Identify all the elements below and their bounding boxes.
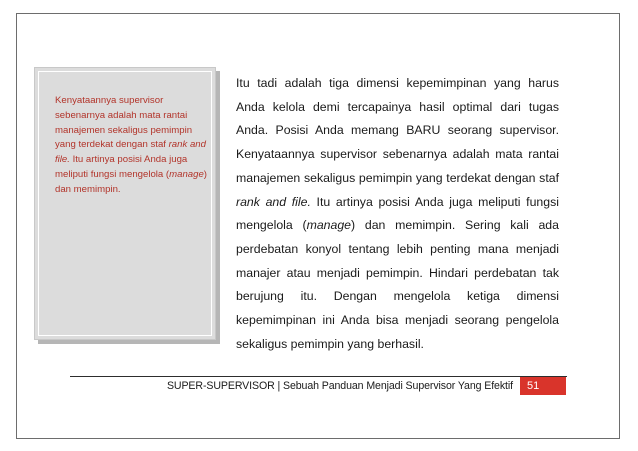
body-part-4: manage <box>306 218 352 233</box>
body-part-1: Itu tadi adalah tiga dimensi kepemimpinan yang harus Anda kelola demi tercapainya hasil optimal dari tugas Anda. Posisi Anda memang BARU seorang supervisor. Kenyataannya supervisor sebenarnya adalah mata rantai manajemen sekaligus pemimpin yang terdekat dengan staf <box>236 76 559 185</box>
callout-text <box>55 94 209 198</box>
body-text <box>236 72 559 356</box>
footer-title: SUPER-SUPERVISOR | Sebuah Panduan Menjadi Supervisor Yang Efektif <box>166 380 513 392</box>
callout-part-4: manage <box>169 168 204 180</box>
body-part-2: rank and file. <box>236 194 311 209</box>
body-part-5: ) dan memimpin. Sering kali ada perdebatan konyol tentang lebih penting mana menjadi manajer atau menjadi pemimpin. Hindari perdebatan tak berujung itu. Dengan mengelola ketiga dimensi kepemimpinan ini Anda bisa menjadi seorang pengelola sekaligus pemimpin yang berhasil. <box>236 218 559 351</box>
callout-part-2: rank and file. <box>55 139 206 166</box>
footer-rule <box>70 376 567 377</box>
page-number-badge: 51 <box>520 377 566 395</box>
body-paragraph <box>236 72 559 356</box>
callout-part-3: Itu artinya posisi Anda juga meliputi fungsi mengelola ( <box>55 154 188 180</box>
body-part-3: Itu artinya posisi Anda juga meliputi fungsi mengelola ( <box>236 194 559 233</box>
callout-box <box>34 67 216 340</box>
callout-part-1: Kenyataannya supervisor sebenarnya adalah mata rantai manajemen sekaligus pemimpin yang terdekat dengan staf <box>55 95 193 151</box>
callout-part-5: ) dan memimpin. <box>55 168 207 195</box>
